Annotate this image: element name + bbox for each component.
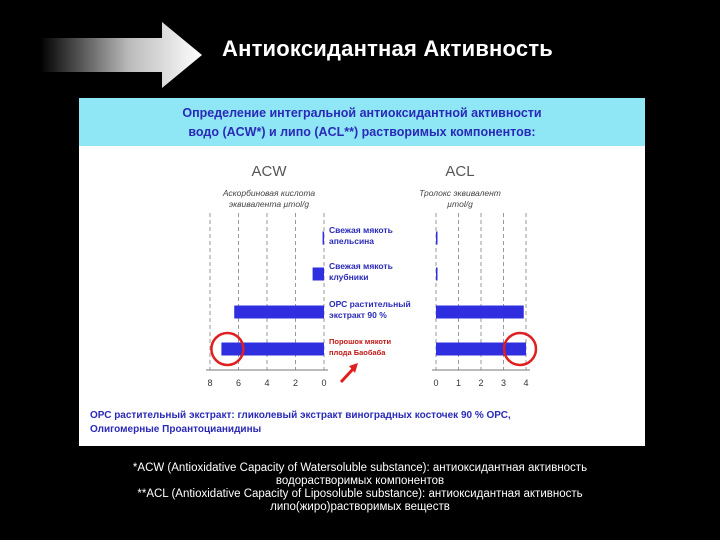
acw-unit-label-line1: Аскорбиновая кислота (222, 188, 316, 198)
acw-title: ACW (251, 163, 287, 180)
acl-bar (436, 232, 438, 245)
acl-bar (436, 343, 526, 356)
note-line1: *ACW (Antioxidative Capacity of Watersoluble substance): антиоксидантная активность (132, 462, 588, 474)
acw-tick-label: 4 (264, 378, 270, 388)
acw-bar (323, 232, 325, 245)
panel-footnote-line1: ОРС растительный экстракт: гликолевый экстракт виноградных косточек 90 % ОРС, (90, 410, 511, 421)
category-label: Свежая мякоть (329, 225, 393, 235)
acw-bar (234, 306, 324, 319)
category-label: Порошок мякоти (329, 337, 392, 346)
panel-footnote (90, 409, 630, 437)
panel-heading-line2: водо (ACW*) и липо (ACL**) растворимых компонентов: (188, 125, 536, 139)
category-label: Свежая мякоть (329, 261, 393, 271)
acl-tick-label: 3 (500, 378, 507, 388)
abbreviation-notes (0, 462, 720, 514)
acw-bar (221, 343, 324, 356)
category-label: апельсина (329, 236, 375, 246)
acl-tick-label: 0 (433, 378, 439, 388)
acw-tick-label: 8 (207, 378, 213, 388)
acl-bar (436, 268, 438, 281)
pointer-arrow-shaft (341, 369, 353, 382)
category-label: экстракт 90 % (329, 310, 387, 320)
panel-footnote-line2: Олигомерные Проантоцианидины (90, 424, 262, 435)
acl-unit-label-line2: µmol/g (447, 199, 473, 209)
acl-title: ACL (445, 163, 475, 180)
category-label: клубники (329, 272, 369, 282)
chart-panel (79, 98, 645, 446)
category-label: плода Баобаба (329, 348, 386, 357)
acl-tick-label: 4 (523, 378, 529, 388)
acl-unit-label-line1: Тролокс эквивалент (419, 188, 501, 198)
acl-tick-label: 2 (478, 378, 484, 388)
antioxidant-chart (79, 98, 645, 446)
acw-tick-label: 2 (292, 378, 299, 388)
arrow-graphic (40, 22, 210, 88)
acw-unit-label-line2: эквивалента µmol/g (228, 199, 310, 209)
acw-tick-label: 6 (235, 378, 242, 388)
acl-tick-label: 1 (455, 378, 462, 388)
acl-bar (436, 306, 524, 319)
note-line4: липо(жиро)растворимых веществ (270, 501, 450, 513)
category-label: ОРС растительный (329, 299, 411, 309)
panel-heading-line1: Определение интегральной антиоксидантной активности (182, 106, 542, 120)
acw-tick-label: 0 (321, 378, 327, 388)
note-line2: водорастворимых компонентов (275, 475, 445, 487)
slide-title: Антиоксидантная Активность (222, 36, 554, 61)
note-line3: **ACL (Antioxidative Capacity of Liposoluble substance): антиоксидантная активность (137, 488, 583, 500)
acw-bar (313, 268, 324, 281)
